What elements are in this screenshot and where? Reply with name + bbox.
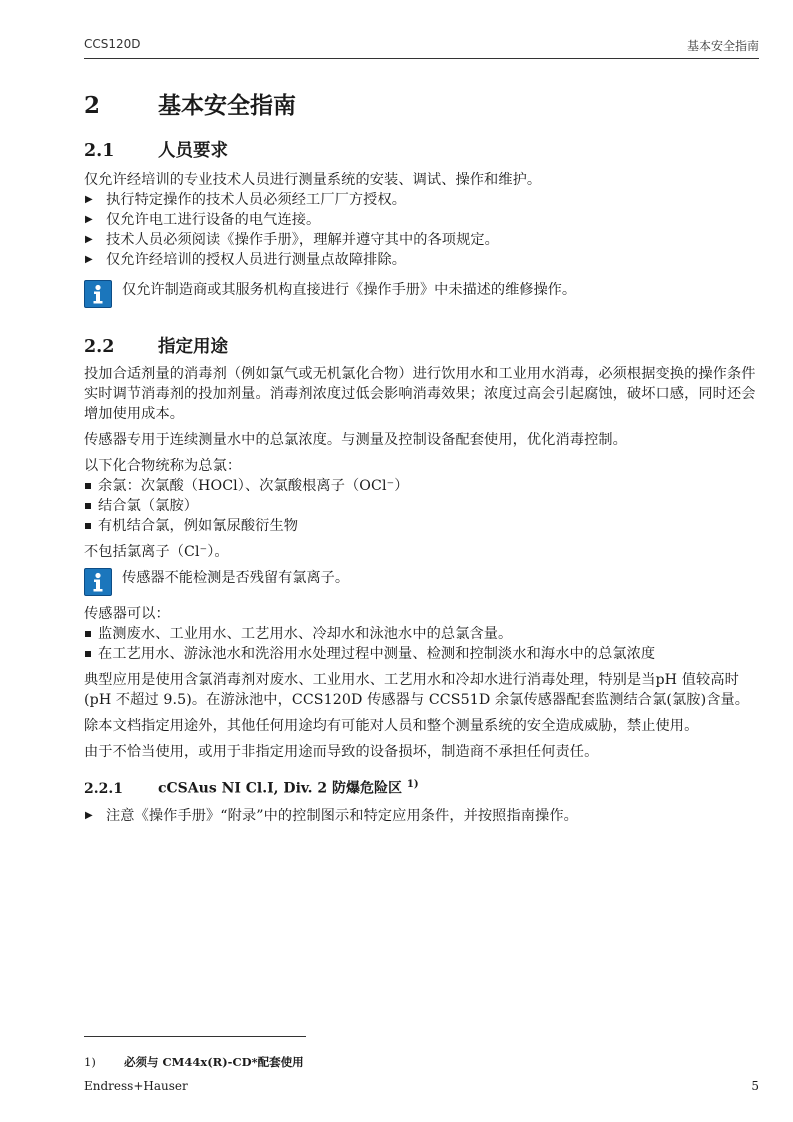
list-item (84, 250, 759, 270)
square-bullet-icon (85, 503, 91, 509)
list-item (84, 230, 759, 250)
list-item-text: 技术人员必须阅读《操作手册》，理解并遵守其中的各项规定。 (106, 232, 499, 248)
list-item-text: 注意《操作手册》“附录”中的控制图示和特定应用条件，并按照指南操作。 (106, 807, 578, 824)
footer-brand: Endress+Hauser (84, 1079, 188, 1093)
list-item (84, 516, 759, 536)
list-item-text: 有机结合氯，例如氰尿酸衍生物 (98, 518, 299, 534)
subsubsection-title: cCSAus NI Cl.I, Div. 2 防爆危险区 (158, 780, 402, 797)
personnel-intro: 仅允许经培训的专业技术人员进行测量系统的安装、调试、操作和维护。 (84, 172, 542, 188)
triangle-bullet-icon: ▶ (85, 809, 93, 821)
footnote-text: 必须与 CM44x(R)-CD*配套使用 (124, 1055, 304, 1069)
square-bullet-icon (85, 483, 91, 489)
triangle-bullet-icon: ▶ (85, 214, 93, 225)
list-item-text: 仅允许经培训的授权人员进行测量点故障排除。 (106, 252, 407, 268)
header-rule (84, 58, 759, 59)
square-bullet-icon (85, 651, 91, 657)
misuse-warning-paragraph: 除本文档指定用途外，其他任何用途均有可能对人员和整个测量系统的安全造成威胁，禁止使用。 (84, 718, 699, 734)
section-heading (84, 86, 759, 126)
triangle-bullet-icon: ▶ (85, 194, 93, 205)
list-item-text: 结合氯（氯胺） (98, 498, 199, 514)
list-item (84, 624, 759, 644)
sensor-purpose-paragraph: 传感器专用于连续测量水中的总氯浓度。与测量及控制设备配套使用，优化消毒控制。 (84, 432, 627, 448)
list-item (84, 210, 759, 230)
footnote-rule (84, 1036, 306, 1037)
info-note (84, 280, 759, 300)
intended-use-paragraph: 投加合适剂量的消毒剂（例如氯气或无机氯化合物）进行饮用水和工业用水消毒，必须根据变换的操作条件实时调节消毒剂的投加剂量。消毒剂浓度过低会影响消毒效果；浓度过高会引起腐蚀，破坏口感，同时还会增加使用成本。 (84, 366, 756, 422)
info-icon (84, 280, 112, 308)
header-product: CCS120D (84, 37, 141, 51)
list-item-text: 监测废水、工业用水、工艺用水、冷却水和泳池水中的总氯含量。 (98, 626, 513, 642)
subsection-number: 2.1 (84, 141, 115, 161)
triangle-bullet-icon: ▶ (85, 234, 93, 245)
list-item-text: 在工艺用水、游泳池水和洗浴用水处理过程中测量、检测和控制淡水和海水中的总氯浓度 (98, 646, 656, 662)
list-item (84, 190, 759, 210)
capabilities-intro: 传感器可以： (84, 606, 170, 622)
info-icon (84, 568, 112, 596)
footnote-reference: 1) (406, 779, 419, 790)
exclusion-text: 不包括氯离子（Cl⁻）。 (84, 544, 229, 560)
subsection-heading-2-2 (84, 334, 759, 360)
note-text: 仅允许制造商或其服务机构直接进行《操作手册》中未描述的维修操作。 (122, 282, 577, 298)
list-item-text: 仅允许电工进行设备的电气连接。 (106, 212, 321, 228)
subsection-title: 人员要求 (158, 141, 228, 161)
subsection-title: 指定用途 (158, 337, 228, 357)
compounds-intro: 以下化合物统称为总氯： (84, 458, 242, 474)
subsubsection-number: 2.2.1 (84, 780, 123, 797)
footnote-mark: 1) (84, 1055, 96, 1069)
square-bullet-icon (85, 631, 91, 637)
liability-paragraph: 由于不恰当使用，或用于非指定用途而导致的设备损坏，制造商不承担任何责任。 (84, 744, 599, 760)
square-bullet-icon (85, 523, 91, 529)
typical-application-paragraph: 典型应用是使用含氯消毒剂对废水、工业用水、工艺用水和冷却水进行消毒处理，特别是当pH 值较高时(pH 不超过 9.5)。在游泳池中，CCS120D 传感器与 CCS51D 余氯传感器配套监测结合氯(氯胺)含量。 (84, 672, 750, 708)
list-item-text: 余氯：次氯酸（HOCl）、次氯酸根离子（OCl⁻） (98, 478, 409, 494)
list-item-text: 执行特定操作的技术人员必须经工厂厂方授权。 (106, 192, 407, 208)
list-item (84, 644, 759, 664)
list-item (84, 496, 759, 516)
subsubsection-heading-2-2-1 (84, 774, 759, 800)
page-content (84, 86, 759, 826)
subsection-heading-2-1 (84, 138, 759, 164)
note-text: 传感器不能检测是否残留有氯离子。 (122, 570, 350, 586)
footnote (84, 1054, 304, 1070)
info-note (84, 568, 759, 588)
page-number: 5 (751, 1079, 759, 1093)
section-number: 2 (84, 92, 101, 119)
triangle-bullet-icon: ▶ (85, 254, 93, 265)
subsection-number: 2.2 (84, 337, 115, 357)
list-item (84, 476, 759, 496)
section-title: 基本安全指南 (158, 92, 296, 119)
header-chapter: 基本安全指南 (686, 39, 759, 53)
list-item (84, 806, 759, 826)
